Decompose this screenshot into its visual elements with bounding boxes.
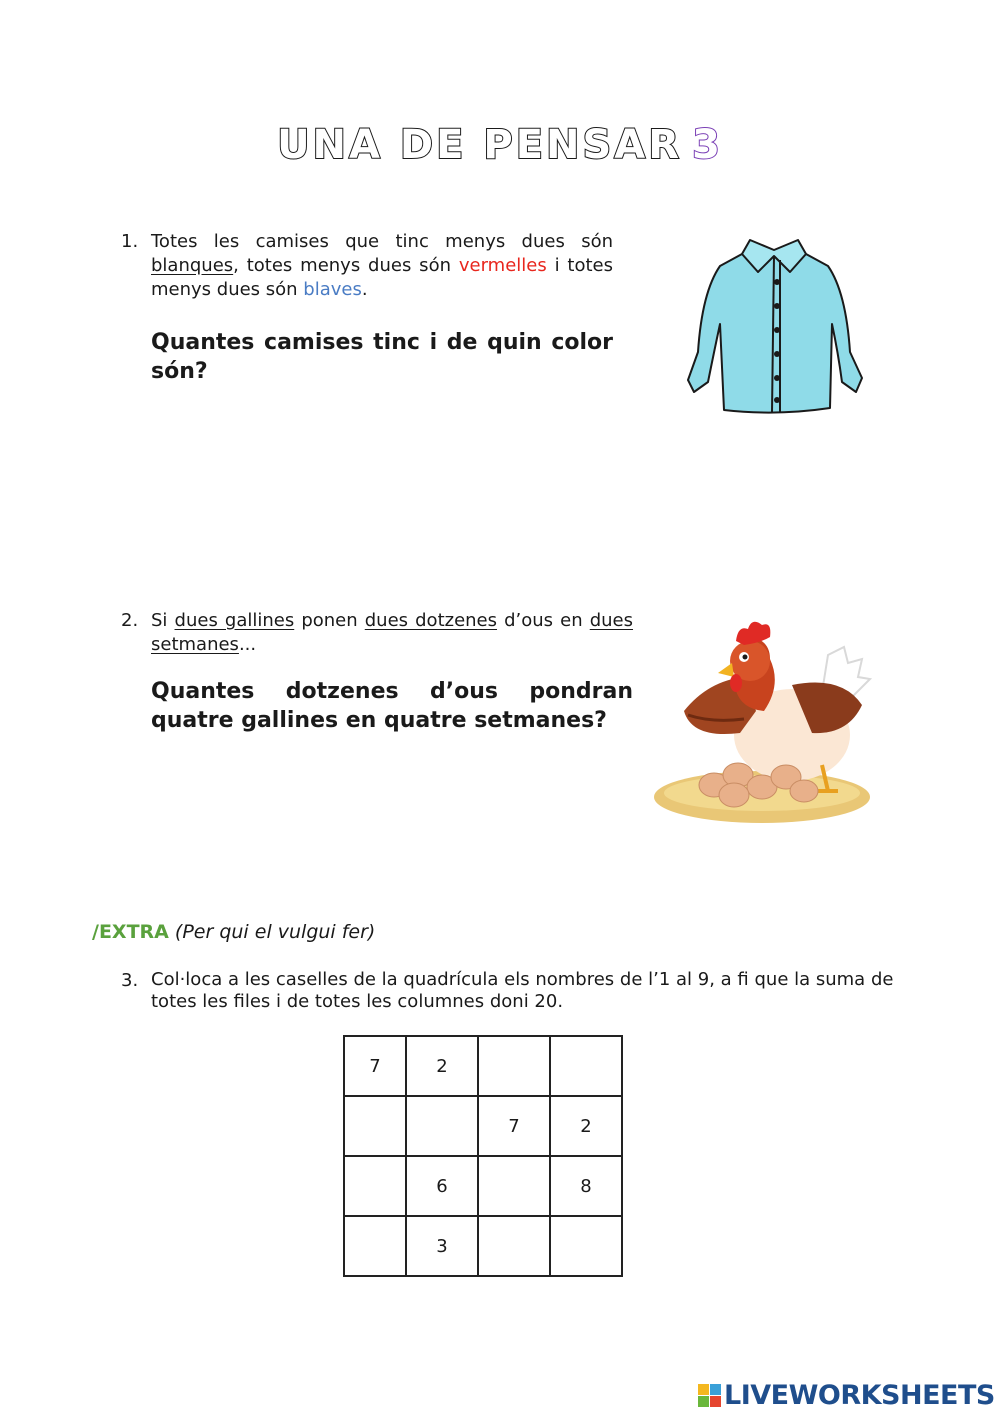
word-red: vermelles [458, 255, 547, 276]
grid-row [344, 1216, 622, 1276]
grid-cell[interactable]: 7 [344, 1036, 406, 1096]
extra-label: /EXTRA [92, 921, 169, 943]
grid-cell[interactable]: 6 [406, 1156, 478, 1216]
word-blue: blaves [303, 279, 362, 300]
number-grid [343, 1035, 623, 1277]
question-1-number: 1. [121, 231, 139, 252]
grid-cell[interactable]: 7 [478, 1096, 550, 1156]
grid-row [344, 1096, 622, 1156]
logo-square [710, 1396, 721, 1407]
word-white: blanques [151, 255, 234, 276]
phrase-two-weeks: dues setmanes [151, 610, 634, 655]
grid-row [344, 1156, 622, 1216]
extra-heading [92, 919, 375, 945]
grid-cell[interactable] [344, 1216, 406, 1276]
logo-square [698, 1396, 709, 1407]
page-title [0, 122, 1000, 168]
grid-cell[interactable] [478, 1216, 550, 1276]
brand-name: LIVEWORKSHEETS [724, 1379, 995, 1411]
liveworksheets-logo[interactable] [698, 1378, 995, 1412]
title-number: 3 [692, 122, 723, 168]
question-1-prompt: Quantes camises tinc i de quin color són? [151, 330, 613, 384]
question-3-text: Col·loca a les caselles de la quadrícula els nombres de l’1 al 9, a fi que la suma de totes les files i de totes les columnes doni 20. [151, 969, 894, 1012]
grid-cell[interactable] [406, 1096, 478, 1156]
grid-cell[interactable]: 2 [550, 1096, 622, 1156]
question-3-number: 3. [121, 970, 139, 991]
extra-note: (Per qui el vulgui fer) [174, 921, 376, 943]
grid-row [344, 1036, 622, 1096]
grid-cell[interactable]: 2 [406, 1036, 478, 1096]
title-text: UNA DE PENSAR [277, 122, 683, 168]
grid-cell[interactable] [478, 1036, 550, 1096]
grid-cell[interactable] [344, 1096, 406, 1156]
grid-cell[interactable] [550, 1216, 622, 1276]
question-2-number: 2. [121, 610, 139, 631]
question-2-prompt: Quantes dotzenes d’ous pondran quatre gallines en quatre setmanes? [151, 679, 633, 733]
grid-cell[interactable] [344, 1156, 406, 1216]
phrase-two-hens: dues gallines [174, 610, 295, 631]
logo-square [710, 1384, 721, 1395]
grid-cell[interactable]: 3 [406, 1216, 478, 1276]
shirt-illustration [680, 232, 870, 414]
grid-cell[interactable] [478, 1156, 550, 1216]
question-2-text: Si dues gallines ponen dues dotzenes d’ous en dues setmanes... [151, 610, 634, 655]
question-1-text: Totes les camises que tinc menys dues són blanques, totes menys dues són vermelles i totes menys dues són blaves. [151, 231, 613, 300]
logo-square [698, 1384, 709, 1395]
grid-cell[interactable]: 8 [550, 1156, 622, 1216]
hen-illustration [652, 615, 878, 827]
grid-cell[interactable] [550, 1036, 622, 1096]
logo-squares [698, 1384, 721, 1407]
phrase-two-dozens: dues dotzenes [364, 610, 498, 631]
